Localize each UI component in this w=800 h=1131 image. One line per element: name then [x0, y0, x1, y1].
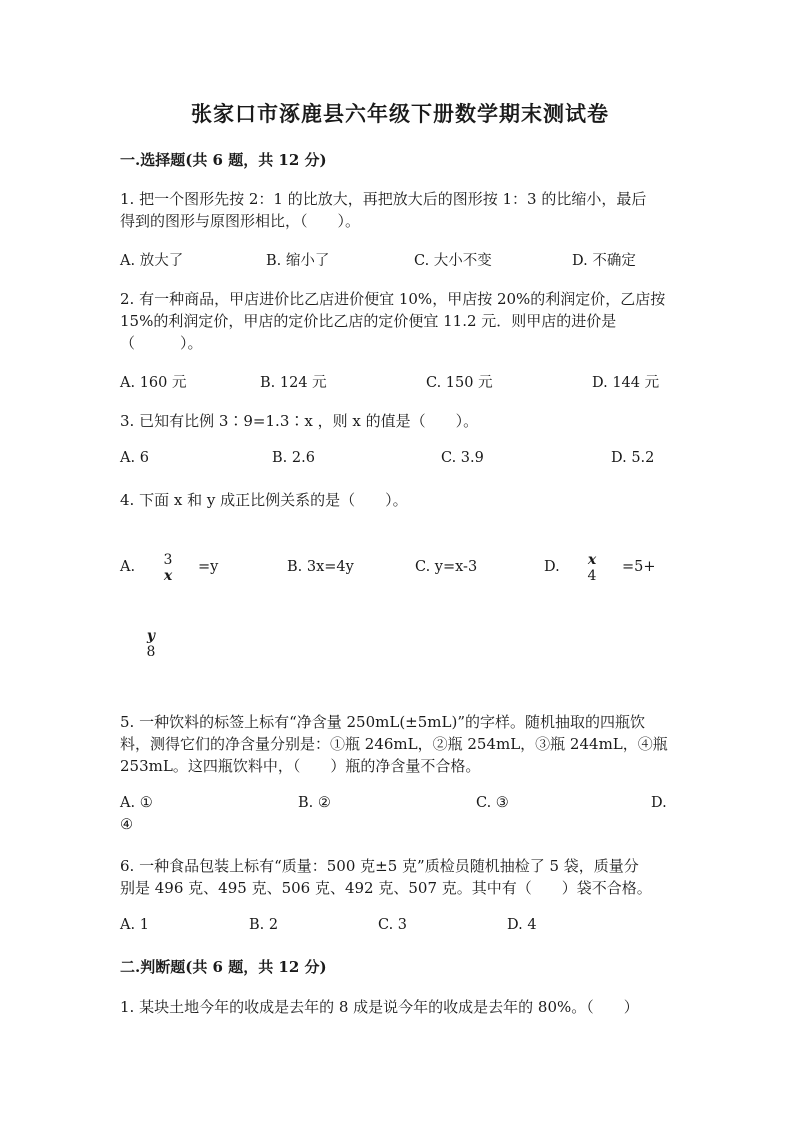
- question-2-text: 2. 有一种商品，甲店进价比乙店进价便宜 10%，甲店按 20%的利润定价，乙店按: [120, 290, 666, 308]
- question-6-option-d[interactable]: D. 4: [507, 917, 537, 933]
- page-title: 张家口市涿鹿县六年级下册数学期末测试卷: [191, 101, 609, 126]
- question-1-text-cont: 得到的图形与原图形相比，（ ）。: [120, 212, 361, 230]
- fraction-numerator: x: [587, 552, 597, 568]
- question-2-text-cont: 15%的利润定价，甲店的定价比乙店的定价便宜 11.2 元．则甲店的进价是: [120, 312, 617, 330]
- question-3-option-a[interactable]: A. 6: [120, 450, 149, 466]
- question-2-option-a[interactable]: A. 160 元: [120, 375, 187, 391]
- question-5-text: 5. 一种饮料的标签上标有“净含量 250mL(±5mL)”的字样。随机抽取的四瓶饮: [120, 713, 646, 731]
- question-3-option-d[interactable]: D. 5.2: [611, 450, 655, 466]
- question-5-option-c[interactable]: C. ③: [476, 795, 509, 811]
- question-1-text: 1. 把一个图形先按 2：1 的比放大，再把放大后的图形按 1：3 的比缩小，最后: [120, 190, 647, 208]
- question-4-option-d-fraction-cont: [141, 628, 161, 660]
- section-heading-judgment: 二.判断题(共 6 题，共 12 分): [120, 958, 327, 976]
- question-4-option-c[interactable]: C. y=x-3: [415, 559, 478, 575]
- question-2-option-d[interactable]: D. 144 元: [592, 375, 660, 391]
- question-6-option-c[interactable]: C. 3: [378, 917, 408, 933]
- section-heading-choice: 一.选择题(共 6 题，共 12 分): [120, 151, 327, 169]
- question-3-option-c[interactable]: C. 3.9: [441, 450, 484, 466]
- question-4-option-d-label[interactable]: D.: [544, 559, 560, 575]
- question-2-text-blank: （ ）。: [120, 334, 203, 352]
- question-1-option-d[interactable]: D. 不确定: [572, 253, 636, 269]
- question-5-option-d-value: ④: [120, 817, 133, 833]
- question-5-text-cont2: 253mL。这四瓶饮料中，（ ）瓶的净含量不合格。: [120, 757, 481, 775]
- question-4-option-d-rest: =5+: [622, 559, 656, 575]
- question-6-text: 6. 一种食品包装上标有“质量：500 克±5 克”质检员随机抽检了 5 袋，质量分: [120, 857, 639, 875]
- question-5-option-d[interactable]: D.: [651, 795, 667, 811]
- question-4-option-a-fraction: [158, 552, 178, 584]
- question-1-option-a[interactable]: A. 放大了: [120, 253, 184, 269]
- question-6-text-cont: 别是 496 克、495 克、506 克、492 克、507 克。其中有（ ）袋不合格。: [120, 879, 652, 897]
- question-2-option-b[interactable]: B. 124 元: [260, 375, 327, 391]
- fraction-numerator: 3: [163, 552, 173, 568]
- question-1-option-b[interactable]: B. 缩小了: [266, 253, 330, 269]
- fraction-denominator: x: [163, 568, 173, 584]
- question-3-text: 3. 已知有比例 3∶9=1.3∶x ，则 x 的值是（ ）。: [120, 412, 479, 430]
- question-1-option-c[interactable]: C. 大小不变: [414, 253, 492, 269]
- judgment-1-text: 1. 某块土地今年的收成是去年的 8 成是说今年的收成是去年的 80%。（ ）: [120, 998, 639, 1016]
- question-4-option-d-fraction: [582, 552, 602, 584]
- question-6-option-a[interactable]: A. 1: [120, 917, 149, 933]
- question-5-option-a[interactable]: A. ①: [120, 795, 153, 811]
- question-4-option-a-rest: =y: [198, 559, 219, 575]
- question-4-option-a-label[interactable]: A.: [120, 559, 136, 575]
- question-4-text: 4. 下面 x 和 y 成正比例关系的是（ ）。: [120, 491, 408, 509]
- fraction-numerator: y: [146, 628, 156, 644]
- question-6-option-b[interactable]: B. 2: [249, 917, 279, 933]
- fraction-denominator: 4: [587, 568, 597, 584]
- question-4-option-b[interactable]: B. 3x=4y: [287, 559, 354, 575]
- question-5-option-b[interactable]: B. ②: [298, 795, 331, 811]
- question-3-option-b[interactable]: B. 2.6: [272, 450, 315, 466]
- fraction-denominator: 8: [146, 644, 156, 660]
- question-2-option-c[interactable]: C. 150 元: [426, 375, 493, 391]
- question-5-text-cont: 料，测得它们的净含量分别是：①瓶 246mL，②瓶 254mL，③瓶 244mL，④瓶: [120, 735, 668, 753]
